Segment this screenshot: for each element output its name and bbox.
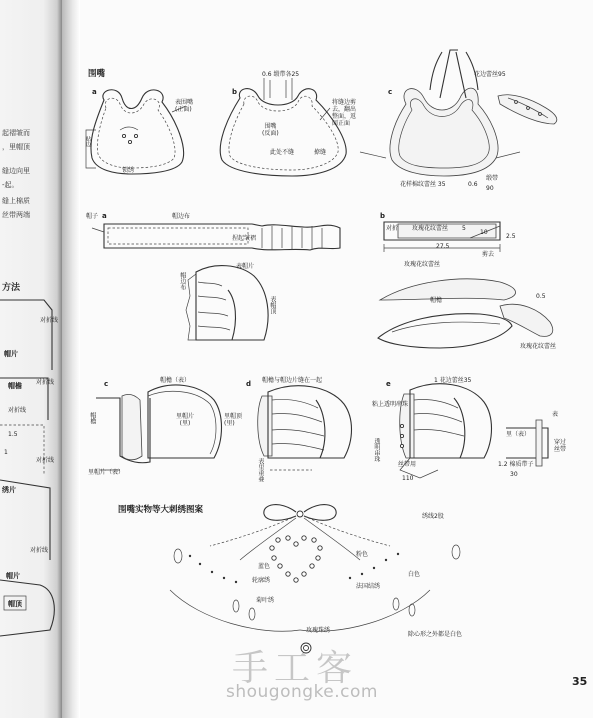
hat-c-label-side: 帽檐 — [88, 412, 96, 424]
bib-b-letter: b — [232, 88, 238, 96]
heart-bead-group — [270, 536, 322, 582]
hat-a-letter: a — [102, 212, 107, 220]
watermark-site: shougongke.com — [226, 682, 378, 702]
hat-c-label-bottom: 里帽片（表） — [88, 469, 125, 476]
bib-c-label-ribbon-w: 0.6 — [468, 181, 478, 188]
left-label-mao-pian-1: 帽片 — [4, 350, 18, 358]
hat-d-label-overlap: 表里重叠 — [256, 458, 264, 482]
embroidery-label-note: 除心形之外都是白色 — [408, 631, 463, 638]
bib-b-label-open: 此处不缝 — [270, 149, 295, 156]
hat-e-num-110: 110 — [402, 475, 414, 482]
hat-e-label-clear: 透明串珠 — [372, 438, 380, 462]
hat-b-num-05: 0.5 — [536, 293, 546, 300]
hat-e-label-beads: 粘上透明串珠 — [372, 401, 409, 408]
hat-b-label-rose2: 玫瑰花纹蕾丝 — [520, 343, 557, 350]
hat-d-label-join: 帽檐与帽边片缝在一起 — [262, 377, 323, 384]
bib-b-label-back: 围嘴 (反面) — [262, 123, 279, 137]
bib-b-label-sew: 将缝边剪 去，翻出 整面，返 回正面 — [332, 99, 357, 127]
hat-b-label-rose: 玫瑰花纹蕾丝 — [404, 261, 441, 268]
left-label-dui-zhe-3: 对折线 — [8, 407, 27, 414]
hat-e-label-bind: 穿过 丝带 — [554, 439, 567, 453]
bib-b-label-finish: 撩缝 — [314, 149, 327, 156]
bib-c-label-ribbon-len: 90 — [486, 185, 494, 192]
embroidery-section-title: 围嘴实物等大刺绣图案 — [118, 505, 204, 515]
embroidery-label-french: 法国结绣 — [356, 583, 381, 590]
left-label-num-1: 1 — [4, 449, 8, 456]
hat-e-label-ribbon: 丝带用 — [398, 461, 417, 468]
hat-e-letter: e — [386, 380, 391, 388]
left-heading: 方法 — [2, 283, 21, 293]
hat-c-label-inner: 里帽片 (里) — [176, 413, 195, 427]
hat-b-label-pair: 对折 — [386, 225, 399, 232]
left-line-4: -起。 — [2, 181, 19, 189]
bib-c-label-lace: 花边蕾丝95 — [474, 71, 506, 78]
left-line-6: 丝带两端 — [2, 211, 30, 219]
left-label-mao-pian-2: 帽片 — [6, 572, 20, 580]
hat-b-num-cut: 剪去 — [482, 251, 495, 258]
hat-e-label-inner: 里（表） — [506, 431, 531, 438]
hat-b-letter: b — [380, 212, 386, 220]
hat-e-num-30: 30 — [510, 471, 518, 478]
left-label-dui-zhe-2: 对折线 — [36, 379, 55, 386]
page-number: 35 — [572, 675, 588, 688]
hat-e-label-lace: 1 花边蕾丝35 — [434, 377, 472, 384]
left-label-dui-zhe-4: 对折线 — [36, 457, 55, 464]
embroidery-label-rose: 玫瑰珠绣 — [306, 627, 331, 634]
hat-e-label-cotton: 1.2 棉质带子 — [498, 461, 534, 468]
hat-c-letter: c — [104, 380, 109, 388]
left-label-dui-zhe-5: 对折线 — [30, 547, 49, 554]
bib-c-label-ribbon: 缎带 — [486, 175, 499, 182]
hat-c-label-top-inner: 里帽顶 (里) — [224, 413, 243, 427]
bib-section-title: 围嘴 — [88, 69, 106, 79]
hat-a-label-side: 帽边布 — [178, 272, 186, 290]
left-label-xiu-pian: 绣片 — [2, 486, 16, 494]
bib-b-label-ribbon: 0.6 缎带各25 — [262, 71, 300, 78]
hat-b-label-brim: 帽檐 — [430, 297, 443, 304]
left-label-mao-ding: 帽顶 — [8, 600, 22, 608]
bib-c-label-flower: 花样棉纹蕾丝 35 — [400, 181, 446, 188]
hat-b-num-10: 10 — [480, 229, 488, 236]
left-line-5: 缝上棉质 — [2, 197, 30, 205]
embroidery-label-white: 白色 — [408, 571, 421, 578]
bib-c-letter: c — [388, 88, 393, 96]
embroidery-label-blue: 蓝色 — [258, 563, 271, 570]
left-line-3: 缝边向里 — [2, 167, 30, 175]
watermark-logo: 手工客 — [232, 648, 359, 689]
hat-a-label-top: 表帽顶 — [268, 296, 276, 314]
hat-a-label-hat: 帽子 — [86, 213, 99, 220]
hat-b-num-275: 27.5 — [436, 243, 450, 250]
hat-b-num-25: 2.5 — [506, 233, 516, 240]
left-line-2: ，里帽顶 — [2, 143, 30, 151]
hat-e-label-outer: 表 — [552, 411, 559, 418]
bib-a-label-edge: 贴边 — [84, 136, 91, 147]
hat-a-label-gather: 捏起皱褶 — [232, 235, 257, 242]
left-label-mao-yan: 帽檐 — [8, 382, 22, 390]
left-line-1: 起褶皱而 — [2, 129, 30, 137]
embroidery-label-pink: 粉色 — [356, 551, 369, 558]
hat-b-num-5: 5 — [462, 225, 466, 232]
hat-b-label-lace: 玫瑰花纹蕾丝 — [412, 225, 449, 232]
hat-a-label-outer: 表帽片 — [236, 263, 255, 270]
hat-a-label-band: 帽边布 — [172, 213, 191, 220]
bib-a-label-chain: 锁绣 — [122, 167, 135, 174]
embroidery-label-thread: 绣线2股 — [422, 513, 444, 520]
left-label-dui-zhe-1: 对折线 — [40, 317, 59, 324]
hat-d-letter: d — [246, 380, 252, 388]
embroidery-label-outline: 轮廓绣 — [252, 577, 271, 584]
left-label-num-15: 1.5 — [8, 431, 18, 438]
bib-a-label-front: 表围嘴 (正面) — [175, 99, 194, 113]
embroidery-label-leaf: 菊叶绣 — [256, 597, 275, 604]
hat-c-label-brim: 帽檐（表） — [160, 377, 191, 384]
bib-a-letter: a — [92, 88, 97, 96]
